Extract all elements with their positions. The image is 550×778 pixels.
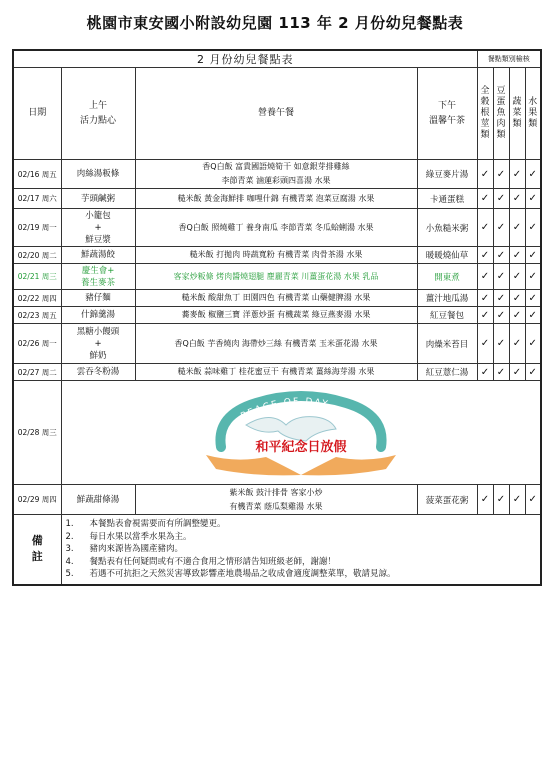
lunch-menu [135, 324, 417, 364]
afternoon-tea: 肉燥米苔目 [417, 324, 477, 364]
category-header-fruit [525, 68, 541, 160]
morning-snack [61, 247, 135, 264]
notes-label-char: 註 [31, 550, 43, 564]
afternoon-tea: 菠菜蛋花粥 [417, 485, 477, 515]
check-mark: ✓ [509, 307, 525, 324]
right-hand-icon [301, 455, 396, 475]
morning-header-line: 上午 [88, 100, 107, 111]
lunch-menu [135, 290, 417, 307]
check-mark: ✓ [477, 364, 493, 381]
notes-label [13, 515, 61, 585]
snack-line: 雲吞冬粉湯 [76, 367, 120, 377]
snack-line: 肉絲湯粄條 [76, 169, 120, 179]
check-mark: ✓ [509, 247, 525, 264]
check-mark: ✓ [509, 189, 525, 209]
meal-date: 02/19 周一 [13, 209, 61, 247]
morning-snack [61, 290, 135, 307]
meal-row [13, 209, 541, 247]
lunch-line: 紫米飯 鼓汁排骨 客家小炒 [229, 487, 323, 497]
meal-date: 02/26 周一 [13, 324, 61, 364]
category-char: 類 [480, 130, 490, 140]
afternoon-header-line: 下午 [437, 100, 456, 111]
lunch-line: 糙米飯 酸甜魚丁 田園四色 有機青菜 山藥健脾湯 水果 [181, 293, 371, 302]
meal-date: 02/23 周五 [13, 307, 61, 324]
check-mark: ✓ [477, 189, 493, 209]
check-mark: ✓ [493, 189, 509, 209]
snack-line: + [94, 222, 102, 233]
meal-table [12, 49, 542, 586]
afternoon-tea: 小魚糙米粥 [417, 209, 477, 247]
afternoon-tea: 薑汁地瓜湯 [417, 290, 477, 307]
lunch-header: 營養午餐 [135, 68, 417, 160]
check-mark: ✓ [509, 485, 525, 515]
check-mark: ✓ [493, 264, 509, 290]
check-mark: ✓ [525, 307, 541, 324]
dove-icon [246, 416, 336, 440]
notes-list [61, 515, 541, 585]
check-mark: ✓ [525, 290, 541, 307]
category-char: 類 [512, 119, 522, 129]
morning-snack [61, 209, 135, 247]
lunch-line: 蕎麥飯 椒鹽三寶 洋蔥炒蛋 有機蔬菜 綠豆燕麥湯 水果 [181, 310, 371, 319]
afternoon-tea: 綠豆麥片湯 [417, 160, 477, 189]
meal-row [13, 290, 541, 307]
lunch-menu [135, 307, 417, 324]
meal-date: 02/22 周四 [13, 290, 61, 307]
check-mark: ✓ [477, 209, 493, 247]
check-mark: ✓ [477, 307, 493, 324]
check-mark: ✓ [525, 160, 541, 189]
snack-line: 什錦羹湯 [80, 310, 115, 320]
meal-date: 02/27 周二 [13, 364, 61, 381]
snack-line: 芋頭鹹粥 [80, 193, 115, 204]
check-mark: ✓ [525, 324, 541, 364]
afternoon-tea: 紅豆餐包 [417, 307, 477, 324]
lunch-line: 糙米飯 蒜味雞丁 桂花蜜豆干 有機青菜 薑絲海芽湯 水果 [177, 367, 375, 376]
lunch-line: 香Q白飯 芋香燒肉 海帶炒三絲 有機青菜 玉米蛋花湯 水果 [174, 338, 378, 348]
category-header-grains [477, 68, 493, 160]
meal-row [13, 189, 541, 209]
check-mark: ✓ [509, 324, 525, 364]
check-mark: ✓ [525, 364, 541, 381]
note-text: 每日水果以當季水果為主。 [89, 531, 192, 542]
morning-snack [61, 160, 135, 189]
note-number: 4. [65, 556, 74, 567]
meal-date: 02/17 周六 [13, 189, 61, 209]
category-char: 根 [480, 108, 490, 118]
note-number: 5. [65, 569, 74, 579]
snack-line: 養生麥茶 [80, 277, 115, 288]
snack-line: + [94, 338, 102, 349]
category-char: 莖 [480, 119, 490, 129]
category-char: 蛋 [496, 97, 506, 107]
notes-row [13, 515, 541, 585]
category-char: 穀 [480, 97, 490, 107]
holiday-row [13, 381, 541, 485]
snack-line: 鮮豆漿 [85, 234, 111, 245]
meal-row [13, 160, 541, 189]
check-mark: ✓ [525, 264, 541, 290]
lunch-line: 香Q白飯 照燒雞丁 養身南瓜 李節青菜 冬瓜蛤蜊湯 水果 [178, 222, 374, 232]
meal-row [13, 364, 541, 381]
check-mark: ✓ [493, 247, 509, 264]
category-char: 菜 [512, 108, 522, 118]
lunch-menu [135, 160, 417, 189]
check-mark: ✓ [493, 364, 509, 381]
category-char: 魚 [496, 108, 506, 118]
date-header: 日期 [13, 68, 61, 160]
category-char: 肉 [496, 119, 506, 129]
column-header-row [13, 68, 541, 160]
lunch-menu [135, 209, 417, 247]
category-char: 全 [480, 86, 490, 96]
left-hand-icon [206, 455, 301, 475]
lunch-line: 李節青菜 滷蓮彩頭四喜湯 水果 [221, 176, 331, 185]
note-text: 豬肉來源皆為國產豬肉。 [89, 544, 184, 554]
meal-date: 02/20 周二 [13, 247, 61, 264]
note-item [66, 531, 541, 544]
check-mark: ✓ [525, 189, 541, 209]
meal-row [13, 247, 541, 264]
check-header: 餐點類別檢核 [477, 50, 541, 68]
lunch-menu [135, 485, 417, 515]
holiday-text: 和平紀念日放假 [255, 439, 347, 455]
meal-date: 02/16 周五 [13, 160, 61, 189]
meal-row [13, 264, 541, 290]
category-char: 蔬 [512, 97, 522, 107]
snack-line: 小籠包 [85, 210, 111, 221]
snack-line: 黑糖小饅頭 [76, 326, 120, 337]
category-char: 類 [496, 130, 506, 140]
meal-date: 02/21 周三 [13, 264, 61, 290]
note-item [66, 556, 541, 569]
snack-line: 慶生會+ [81, 265, 115, 276]
subtitle-row [13, 50, 541, 68]
holiday-date: 02/28 周三 [13, 381, 61, 485]
note-text: 若遇不可抗拒之天然災害導致影響產地農場品之收成會適度調整菜單，敬請見諒。 [89, 569, 396, 579]
note-text: 本餐點表會視需要而有所調整變更。 [89, 519, 226, 529]
meal-row [13, 324, 541, 364]
lunch-line: 香Q白飯 富貴國語燒筍干 如意銀芽排雞絲 [202, 162, 350, 171]
note-number: 2. [65, 531, 74, 542]
check-mark: ✓ [493, 209, 509, 247]
morning-snack [61, 307, 135, 324]
category-char: 水 [528, 97, 538, 107]
morning-snack [61, 485, 135, 515]
afternoon-tea: 卡通蛋糕 [417, 189, 477, 209]
snack-line: 鮮蔬甜條湯 [76, 494, 120, 505]
page-title: 桃園市東安國小附設幼兒園 113 年 2 月份幼兒餐點表 [86, 14, 464, 32]
category-header-vegetable [509, 68, 525, 160]
category-char: 類 [528, 119, 538, 129]
banner-text-path: PEACE OF DAY [239, 396, 330, 422]
note-item [66, 543, 541, 556]
morning-snack [61, 324, 135, 364]
afternoon-header-line: 溫馨午茶 [428, 115, 465, 126]
peace-day-illustration [186, 385, 416, 481]
morning-header-line: 活力點心 [79, 115, 116, 126]
morning-snack [61, 264, 135, 290]
check-mark: ✓ [493, 307, 509, 324]
check-mark: ✓ [477, 160, 493, 189]
lunch-menu [135, 189, 417, 209]
check-mark: ✓ [509, 290, 525, 307]
lunch-line: 有機青菜 蔭瓜梨雞湯 水果 [229, 501, 323, 511]
snack-line: 鮮蔬湯餃 [80, 250, 115, 260]
check-mark: ✓ [509, 364, 525, 381]
check-mark: ✓ [525, 209, 541, 247]
morning-snack-header [61, 68, 135, 160]
check-mark: ✓ [477, 290, 493, 307]
category-char: 豆 [496, 86, 506, 96]
check-mark: ✓ [493, 324, 509, 364]
notes-label-char: 備 [31, 534, 43, 548]
check-mark: ✓ [509, 264, 525, 290]
lunch-menu [135, 264, 417, 290]
check-mark: ✓ [509, 209, 525, 247]
lunch-line: 客家炒粄條 烤肉醬燒翅腿 塵麗青菜 川薑蛋花湯 水果 乳品 [173, 271, 379, 281]
note-item [66, 518, 541, 531]
snack-line: 鮮奶 [89, 350, 107, 361]
check-mark: ✓ [477, 264, 493, 290]
afternoon-tea: 紅豆薏仁湯 [417, 364, 477, 381]
afternoon-tea-header [417, 68, 477, 160]
check-mark: ✓ [477, 324, 493, 364]
check-mark: ✓ [493, 160, 509, 189]
note-item [66, 568, 541, 581]
snack-line: 豬仔麵 [85, 293, 111, 303]
morning-snack [61, 364, 135, 381]
check-mark: ✓ [525, 485, 541, 515]
check-mark: ✓ [509, 160, 525, 189]
holiday-cell [61, 381, 541, 485]
lunch-menu [135, 364, 417, 381]
check-mark: ✓ [493, 485, 509, 515]
meal-row [13, 307, 541, 324]
table-subtitle: 2 月份幼兒餐點表 [13, 50, 477, 68]
afternoon-tea: 暖暖燒仙草 [417, 247, 477, 264]
note-number: 3. [65, 544, 74, 554]
check-mark: ✓ [525, 247, 541, 264]
meal-row [13, 485, 541, 515]
note-number: 1. [65, 519, 74, 529]
check-mark: ✓ [493, 290, 509, 307]
morning-snack [61, 189, 135, 209]
lunch-line: 糙米飯 打拋肉 時蔬寬粉 有機青菜 肉骨茶湯 水果 [189, 250, 363, 259]
meal-date: 02/29 周四 [13, 485, 61, 515]
note-text: 餐點表有任何疑問或有不適合食用之情形請告知班級老師，謝謝！ [89, 556, 337, 567]
afternoon-tea: 開東煮 [417, 264, 477, 290]
lunch-menu [135, 247, 417, 264]
lunch-line: 糙米飯 黃金海鮮排 咖哩什錦 有機青菜 泡菜豆腐湯 水果 [177, 193, 375, 203]
category-char: 果 [528, 108, 538, 118]
check-mark: ✓ [477, 485, 493, 515]
check-mark: ✓ [477, 247, 493, 264]
category-header-protein [493, 68, 509, 160]
